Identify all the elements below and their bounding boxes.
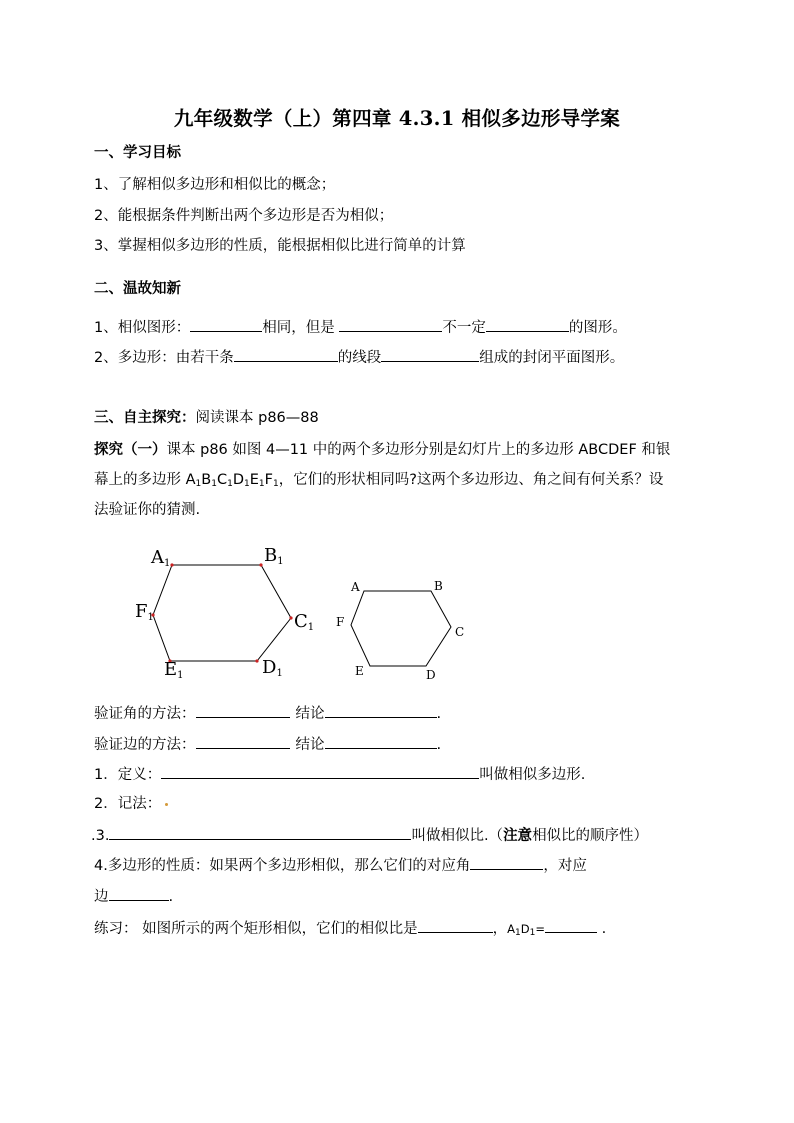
small-label-f: F [336,615,345,629]
hexagon-figure [120,535,480,690]
blank-field[interactable] [190,316,262,332]
blank-field[interactable] [470,854,543,870]
big-label-b: B1 [264,545,284,567]
big-label-d: D1 [262,657,283,679]
review-line2-part3: 组成的封闭平面图形。 [479,350,625,366]
exercise-line: 练习： 如图所示的两个矩形相似，它们的相似比是 ，$A_1D_1=$ . [94,917,606,943]
definition-line [94,763,585,785]
property-line-1 [94,854,587,876]
blank-field[interactable] [109,824,411,840]
big-label-c: C1 [294,611,315,633]
review-line-2 [94,346,624,368]
explore-heading-rest: 阅读课本 p86—88 [195,410,319,426]
equals: = [535,922,545,936]
property-text-3: 边 [94,889,109,905]
vertex-point [259,563,262,566]
explore-text-1: 课本 p86 如图 4—11 中的两个多边形分别是幻灯片上的多边形 ABCDEF 和银 [166,442,671,458]
vertex-point [255,659,258,662]
exercise-text: 练习： 如图所示的两个矩形相似，它们的相似比是 [94,921,418,937]
section-heading-review: 二、温故知新 [94,281,181,297]
verify-angle-label: 验证角的方法： [94,706,196,722]
ratio-end: 叫做相似比.（ [411,828,504,844]
verify-angle-line [94,702,441,724]
explore-heading: 三、自主探究： [94,410,196,426]
review-line-1 [94,316,627,338]
ratio-line [91,824,648,846]
blank-field[interactable] [418,917,493,933]
review-line1-part3: 不一定 [442,320,486,336]
comma: ， [492,921,508,937]
big-label-e: E1 [164,659,184,681]
verify-side-label: 验证边的方法： [94,737,196,753]
review-line2-part2: 的线段 [337,350,382,366]
section-heading-goals: 一、学习目标 [94,145,181,161]
ratio-label: .3. [91,828,110,844]
property-text: 4.多边形的性质：如果两个多边形相似，那么它们的对应角 [94,858,471,874]
page-title: 九年级数学（上）第四章 4.3.1 相似多边形导学案 [173,107,621,130]
section-heading-explore [94,408,319,428]
blank-field[interactable] [161,763,479,779]
property-line-2 [94,885,173,907]
small-label-e: E [355,664,364,678]
small-hexagon [351,591,451,666]
blank-field[interactable] [325,733,437,749]
big-label-a: A1 [151,547,171,569]
explore-label: 探究（一） [94,442,167,458]
small-label-a: A [351,580,360,594]
blank-field[interactable] [486,316,569,332]
ratio-note: 注意 [503,828,533,844]
conclusion-label: 结论 [295,737,325,753]
goal-item-2: 2、能根据条件判断出两个多边形是否为相似； [94,208,394,224]
period: . [436,706,442,722]
a1d1-label: A [507,922,515,936]
verify-side-line [94,733,441,755]
blank-field[interactable] [234,346,338,362]
small-label-b: B [434,579,443,593]
notation-line [94,794,172,814]
ratio-tail: 相似比的顺序性） [532,828,649,844]
explore-text-2b: ，它们的形状相同吗?这两个多边形边、角之间有何关系？设 [278,472,664,488]
small-label-c: C [455,625,465,639]
review-line2-part1: 2、多边形：由若干条 [94,350,234,366]
explore-text-2a: 幕上的多边形 A [94,472,196,488]
blank-field[interactable] [339,316,442,332]
review-line1-part2: 相同，但是 [262,320,335,336]
property-text-2: ，对应 [543,858,587,874]
big-hexagon [153,565,291,661]
notation-label: 2．记法： [94,796,162,812]
blank-field[interactable] [381,346,479,362]
review-line1-part1: 1、相似图形： [94,320,191,336]
blank-field[interactable] [545,917,597,933]
vertex-point [170,563,173,566]
definition-label: 1．定义： [94,767,162,783]
explore-text-line-1 [94,440,670,460]
blank-field[interactable] [196,733,290,749]
vertex-point [289,616,292,619]
period: . [601,921,607,937]
period: . [436,737,442,753]
period: . [168,889,174,905]
explore-text-line-3: 法验证你的猜测. [94,502,201,518]
conclusion-label: 结论 [295,706,325,722]
small-label-d: D [426,668,436,682]
big-label-f: F1 [135,601,154,623]
review-line1-part4: 的图形。 [568,320,627,336]
blank-field[interactable] [109,885,169,901]
blank-field[interactable] [196,702,290,718]
goal-item-3: 3、掌握相似多边形的性质，能根据相似比进行简单的计算 [94,238,466,254]
explore-text-line-2: 幕上的多边形 $A_1B_1C_1D_1E_1F_1$，它们的形状相同吗?这两个多边形边、角之间有何关系？设 [94,472,664,489]
goal-item-1: 1、了解相似多边形和相似比的概念； [94,177,336,193]
blank-field[interactable] [325,702,437,718]
definition-end: 叫做相似多边形. [479,767,586,783]
